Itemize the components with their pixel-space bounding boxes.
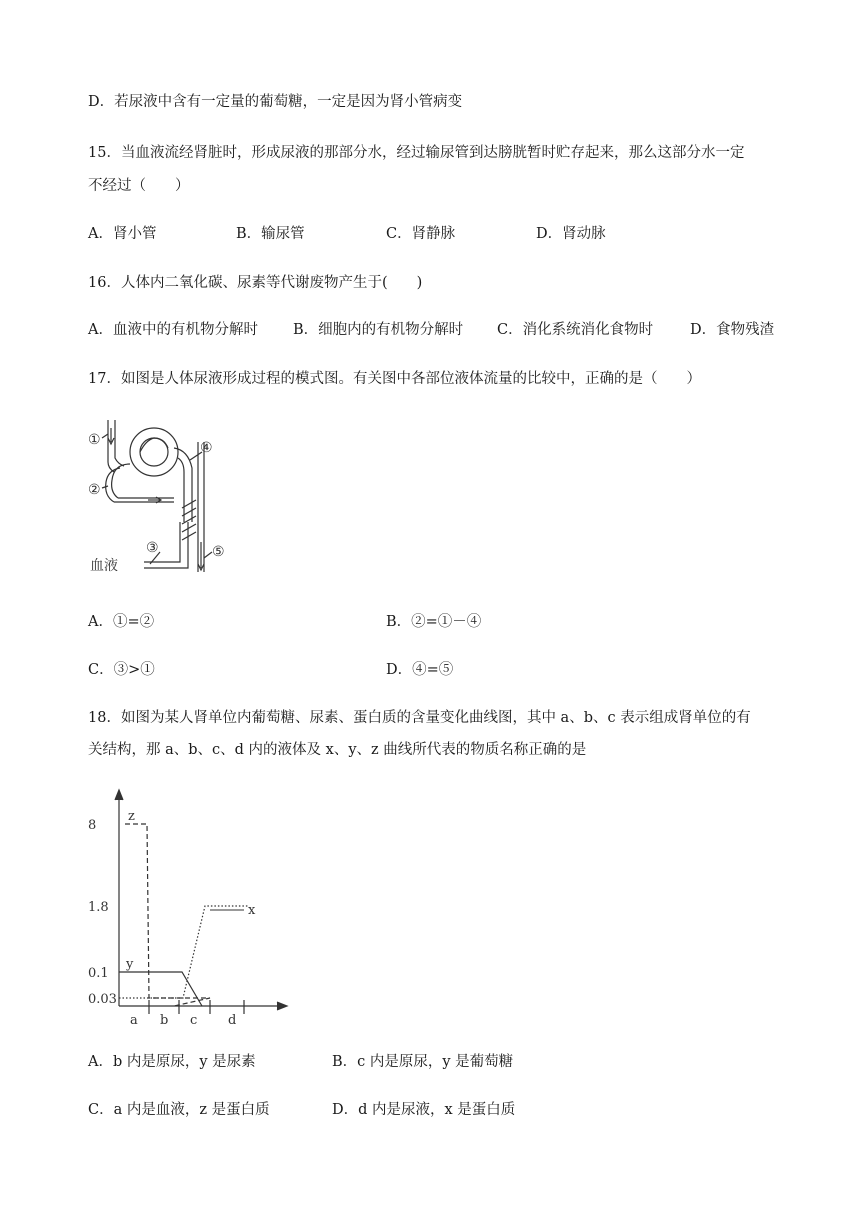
q15-stem-line2: 不经过（ ） [88,178,190,194]
figure-label-2: ② [88,482,101,498]
series-label-x: x [248,903,256,918]
q17-option-c[interactable]: C．③>① [88,662,155,678]
q18-option-b[interactable]: B．c 内是原尿，y 是葡萄糖 [332,1054,514,1070]
y-tick-label: 0.1 [88,966,109,981]
q17-stem: 17．如图是人体尿液形成过程的模式图。有关图中各部位液体流量的比较中，正确的是（ ） [88,371,701,387]
q15-option-a[interactable]: A．肾小管 [88,226,157,242]
series-label-z: z [128,809,135,824]
q17-option-d[interactable]: D．④=⑤ [386,662,454,678]
x-category-label: b [160,1013,169,1028]
q18-option-d[interactable]: D．d 内是尿液，x 是蛋白质 [332,1102,516,1118]
q17-option-a[interactable]: A．①=② [88,614,155,630]
q15-option-d[interactable]: D．肾动脉 [536,226,606,242]
figure-label-3: ③ [146,540,159,556]
x-category-label: d [228,1013,237,1028]
figure-label-5: ⑤ [212,544,225,560]
q15-option-c[interactable]: C．肾静脉 [386,226,456,242]
q16-option-b[interactable]: B．细胞内的有机物分解时 [293,322,464,338]
series-line-z [125,824,210,1006]
x-category-label: a [130,1013,138,1028]
q17-nephron-figure [84,412,244,582]
series-line-y [119,972,202,1006]
q18-option-c[interactable]: C．a 内是血液，z 是蛋白质 [88,1102,270,1118]
y-tick-label: 8 [88,818,97,833]
q16-option-a[interactable]: A．血液中的有机物分解时 [88,322,258,338]
q15-stem-line1: 15．当血液流经肾脏时，形成尿液的那部分水，经过输尿管到达膀胱暂时贮存起来，那么这部分水一定 [88,145,745,161]
y-tick-label: 1.8 [88,900,109,915]
figure-label-blood: 血液 [90,558,118,574]
q16-stem: 16．人体内二氧化碳、尿素等代谢废物产生于( ) [88,275,423,291]
series-label-y: y [126,957,134,972]
y-tick-label: 0.03 [88,992,117,1007]
q18-stem-line1: 18．如图为某人肾单位内葡萄糖、尿素、蛋白质的含量变化曲线图，其中 a、b、c 表示组成肾单位的有 [88,710,751,726]
q16-option-c[interactable]: C．消化系统消化食物时 [497,322,654,338]
q17-option-b[interactable]: B．②=①－④ [386,614,482,630]
q16-option-d[interactable]: D．食物残渣 [690,322,775,338]
q18-option-a[interactable]: A．b 内是原尿，y 是尿素 [88,1054,256,1070]
q15-option-b[interactable]: B．输尿管 [236,226,305,242]
q18-chart [82,786,297,1031]
series-line-x [119,906,248,998]
x-category-label: c [190,1013,198,1028]
figure-label-4: ④ [200,440,213,456]
q18-stem-line2: 关结构，那 a、b、c、d 内的液体及 x、y、z 曲线所代表的物质名称正确的是 [88,742,587,758]
q14-option-d: D．若尿液中含有一定量的葡萄糖，一定是因为肾小管病变 [88,94,463,110]
figure-label-1: ① [88,432,101,448]
